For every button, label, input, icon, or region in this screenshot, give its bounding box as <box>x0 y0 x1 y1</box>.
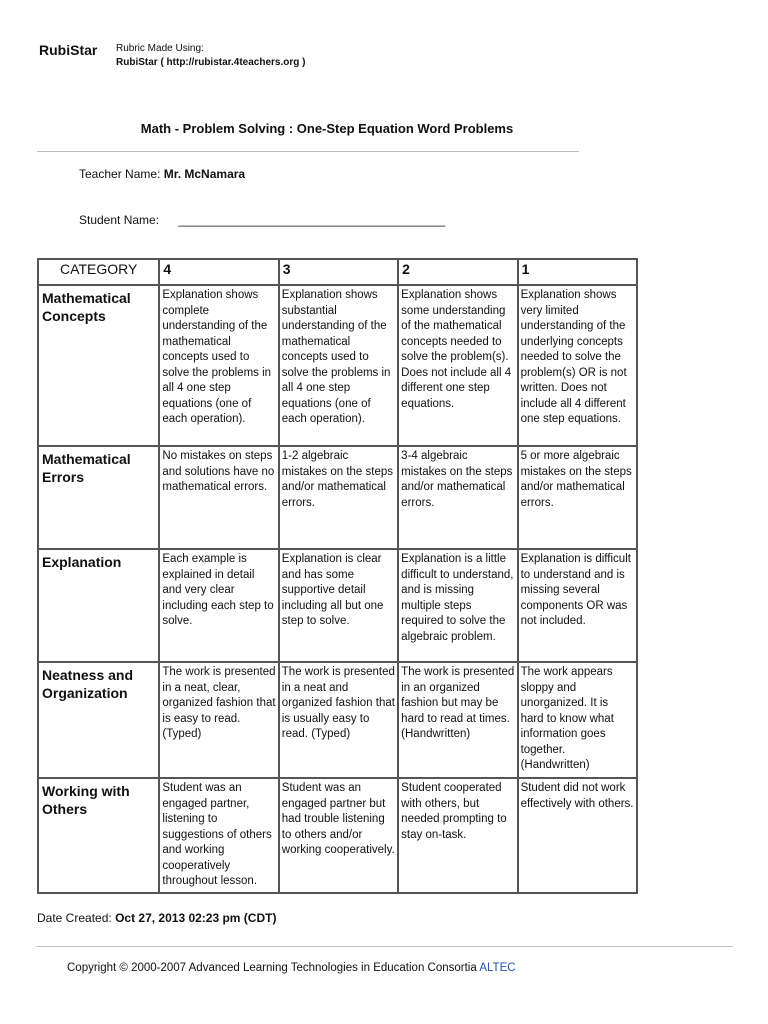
altec-link[interactable]: ALTEC <box>479 962 516 974</box>
copyright-text: Copyright © 2000-2007 Advanced Learning Technologies in Education Consortia <box>67 962 477 974</box>
table-cell: Explanation shows substantial understanding of the mathematical concepts used to solve the problems in all 4 one step equations (one of each operation). <box>279 285 398 446</box>
table-cell: Student was an engaged partner but had trouble listening to others and/or working cooperatively. <box>279 778 398 893</box>
date-created <box>37 911 276 925</box>
table-row <box>38 446 637 549</box>
table-cell: The work appears sloppy and unorganized. It is hard to know what information goes together. (Handwritten) <box>518 662 637 778</box>
row-category: Mathematical Concepts <box>38 285 159 446</box>
table-cell: The work is presented in an organized fashion but may be hard to read at times. (Handwritten) <box>398 662 517 778</box>
teacher-name-label: Teacher Name: <box>79 167 161 181</box>
table-cell: Explanation is a little difficult to understand, and is missing multiple steps required to solve the algebraic problem. <box>398 549 517 662</box>
made-using-label: Rubric Made Using: <box>116 43 204 54</box>
date-created-label: Date Created: <box>37 911 112 925</box>
title-divider <box>37 151 579 152</box>
table-cell: The work is presented in a neat, clear, organized fashion that is easy to read. (Typed) <box>159 662 278 778</box>
table-row <box>38 285 637 446</box>
table-cell: Student was an engaged partner, listening to suggestions of others and working cooperatively throughout lesson. <box>159 778 278 893</box>
table-cell: No mistakes on steps and solutions have no mathematical errors. <box>159 446 278 549</box>
table-cell: Explanation is clear and has some supportive detail including all but one step to solve. <box>279 549 398 662</box>
footer-divider <box>37 946 733 947</box>
header-score-2: 2 <box>398 259 517 285</box>
row-category: Neatness and Organization <box>38 662 159 778</box>
brand-name: RubiStar <box>39 42 98 58</box>
table-cell: 5 or more algebraic mistakes on the steps and/or mathematical errors. <box>518 446 637 549</box>
table-row <box>38 662 637 778</box>
table-cell: 3-4 algebraic mistakes on the steps and/or mathematical errors. <box>398 446 517 549</box>
table-cell: Explanation shows some understanding of the mathematical concepts needed to solve the problem(s). Does not include all 4 different one step equations. <box>398 285 517 446</box>
made-using-note <box>116 42 305 70</box>
page-title: Math - Problem Solving : One-Step Equation Word Problems <box>140 121 514 136</box>
table-cell: 1-2 algebraic mistakes on the steps and/or mathematical errors. <box>279 446 398 549</box>
student-name-line: ________________________________________ <box>178 213 446 227</box>
table-header-row <box>38 259 637 285</box>
teacher-name-value: Mr. McNamara <box>163 167 246 181</box>
rubric-table <box>37 258 638 894</box>
row-category: Explanation <box>38 549 159 662</box>
table-cell: Explanation shows complete understanding of the mathematical concepts used to solve the problems in all 4 one step equations (one of each operation). <box>159 285 278 446</box>
header-category: CATEGORY <box>38 259 159 285</box>
student-name-label: Student Name: <box>79 213 160 227</box>
header-score-4: 4 <box>159 259 278 285</box>
table-cell: Student did not work effectively with others. <box>518 778 637 893</box>
header-score-1: 1 <box>518 259 637 285</box>
table-cell: Explanation shows very limited understanding of the underlying concepts needed to solve the problem(s) OR is not written. Does not include all 4 different one step equations. <box>518 285 637 446</box>
table-cell: Student cooperated with others, but needed prompting to stay on-task. <box>398 778 517 893</box>
date-created-value: Oct 27, 2013 02:23 pm (CDT) <box>115 911 277 925</box>
table-row <box>38 778 637 893</box>
header-score-3: 3 <box>279 259 398 285</box>
student-name-row <box>79 213 445 227</box>
copyright-line <box>67 962 516 974</box>
table-cell: Each example is explained in detail and very clear including each step to solve. <box>159 549 278 662</box>
table-row <box>38 549 637 662</box>
row-category: Working with Others <box>38 778 159 893</box>
row-category: Mathematical Errors <box>38 446 159 549</box>
table-cell: The work is presented in a neat and organized fashion that is usually easy to read. (Typed) <box>279 662 398 778</box>
teacher-name-row <box>79 167 245 181</box>
table-cell: Explanation is difficult to understand and is missing several components OR was not included. <box>518 549 637 662</box>
rubistar-link[interactable]: RubiStar ( http://rubistar.4teachers.org ) <box>116 57 306 68</box>
